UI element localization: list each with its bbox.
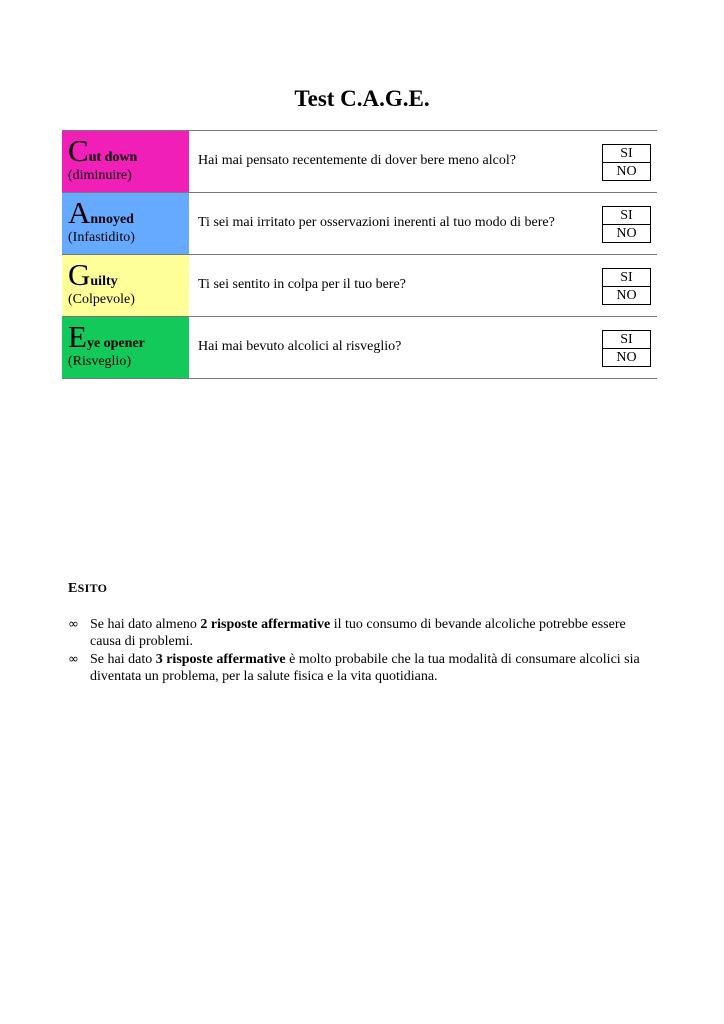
label-cell-annoyed bbox=[62, 193, 189, 254]
outcome-heading-rest: SITO bbox=[77, 581, 108, 595]
label-cell-cut-down bbox=[62, 131, 189, 192]
initial-letter: C bbox=[68, 133, 89, 168]
page-title: Test C.A.G.E. bbox=[294, 86, 430, 111]
outcome-bullet bbox=[68, 651, 658, 685]
outcome-heading bbox=[68, 581, 658, 597]
initial-letter: G bbox=[68, 257, 91, 292]
cage-table bbox=[62, 130, 657, 379]
answer-box bbox=[602, 268, 651, 305]
question-text: Hai mai bevuto alcolici al risveglio? bbox=[198, 339, 402, 354]
cage-row-eye-opener bbox=[62, 317, 657, 379]
no-option[interactable]: NO bbox=[603, 224, 650, 242]
yes-option[interactable]: SI bbox=[620, 332, 633, 347]
no-option[interactable]: NO bbox=[603, 286, 650, 304]
question-text: Ti sei sentito in colpa per il tuo bere? bbox=[198, 277, 406, 292]
answer-box bbox=[602, 330, 651, 367]
infinity-bullet-icon: ∞ bbox=[68, 617, 79, 632]
no-option[interactable]: NO bbox=[603, 348, 650, 366]
answer-box bbox=[602, 144, 651, 181]
yes-option[interactable]: SI bbox=[620, 208, 633, 223]
outcome-bullet bbox=[68, 616, 658, 650]
item-word: uilty bbox=[90, 274, 118, 289]
cage-row-annoyed bbox=[62, 193, 657, 255]
initial-letter: A bbox=[68, 195, 91, 230]
yes-option[interactable]: SI bbox=[620, 270, 633, 285]
bullet-text-before: Se hai dato bbox=[90, 652, 156, 667]
bullet-text-bold: 2 risposte affermative bbox=[200, 617, 331, 632]
question-text: Ti sei mai irritato per osservazioni inerenti al tuo modo di bere? bbox=[198, 215, 555, 230]
bullet-text-before: Se hai dato almeno bbox=[90, 617, 201, 632]
cage-row-guilty bbox=[62, 255, 657, 317]
item-translation: (Colpevole) bbox=[68, 292, 135, 307]
answer-box bbox=[602, 206, 651, 243]
outcome-section bbox=[68, 581, 658, 686]
item-translation: (Risveglio) bbox=[68, 354, 131, 369]
infinity-bullet-icon: ∞ bbox=[68, 652, 79, 667]
no-option[interactable]: NO bbox=[603, 162, 650, 180]
cage-row-cut-down bbox=[62, 131, 657, 193]
item-word: ut down bbox=[88, 150, 138, 165]
initial-letter: E bbox=[68, 319, 87, 354]
item-translation: (diminuire) bbox=[68, 168, 132, 183]
bullet-text-after: è molto probabile che la tua modalità di consumare alcolici sia diventata un problema, per la salute fisica e la vita quotidiana. bbox=[90, 652, 640, 684]
bullet-text-bold: 3 risposte affermative bbox=[155, 652, 286, 667]
bullet-text-after: il tuo consumo di bevande alcoliche potrebbe essere causa di problemi. bbox=[90, 617, 626, 649]
label-cell-guilty bbox=[62, 255, 189, 316]
question-text: Hai mai pensato recentemente di dover bere meno alcol? bbox=[198, 153, 516, 168]
yes-option[interactable]: SI bbox=[620, 146, 633, 161]
outcome-heading-cap: E bbox=[68, 581, 78, 596]
label-cell-eye-opener bbox=[62, 317, 189, 378]
item-word: ye opener bbox=[86, 336, 145, 351]
item-word: nnoyed bbox=[90, 212, 134, 227]
item-translation: (Infastidito) bbox=[68, 230, 135, 245]
